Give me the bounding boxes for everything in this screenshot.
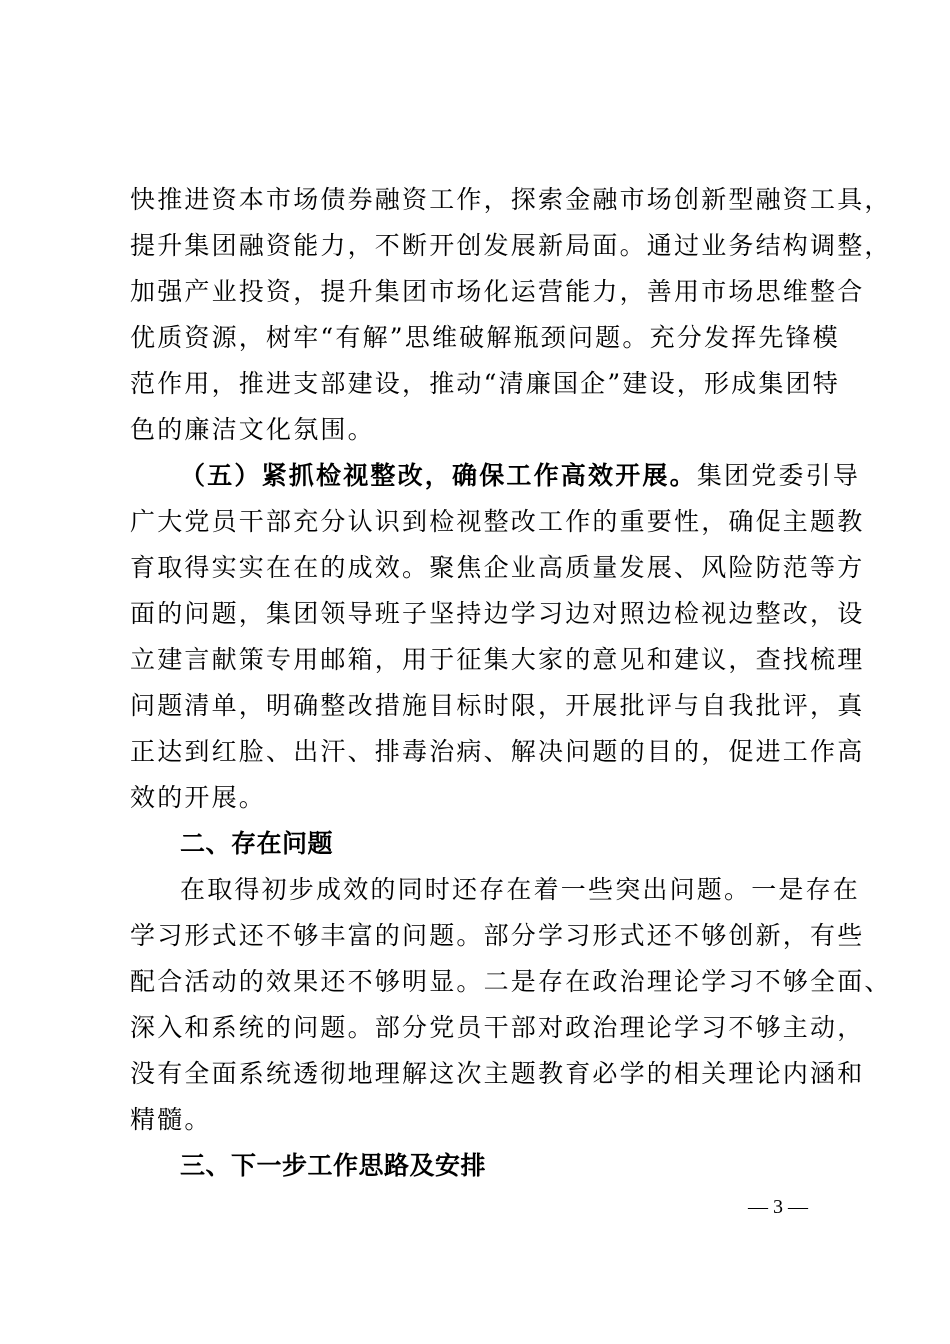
paragraph-1-line-2: 提升集团融资能力，不断开创发展新局面。通过业务结构调整， bbox=[130, 231, 892, 260]
paragraph-2-line-3: 育取得实实在在的成效。聚焦企业高质量发展、风险防范等方 bbox=[130, 553, 865, 582]
paragraph-1-line-6: 色的廉洁文化氛围。 bbox=[130, 415, 375, 444]
paragraph-2-line-1 bbox=[180, 456, 861, 496]
paragraph-2-line-8: 效的开展。 bbox=[130, 783, 267, 812]
paragraph-2-first-line-rest: 集团党委引导 bbox=[696, 461, 861, 490]
paragraph-3-line-1: 在取得初步成效的同时还存在着一些突出问题。一是存在 bbox=[180, 875, 861, 904]
paragraph-2-line-2: 广大党员干部充分认识到检视整改工作的重要性，确促主题教 bbox=[130, 507, 865, 536]
paragraph-1-line-4: 优质资源，树牢“有解”思维破解瓶颈问题。充分发挥先锋模 bbox=[130, 323, 840, 352]
paragraph-2-line-5: 立建言献策专用邮箱，用于征集大家的意见和建议，查找梳理 bbox=[130, 645, 865, 674]
paragraph-2-lead: （五）紧抓检视整改，确保工作高效开展。 bbox=[180, 461, 697, 490]
paragraph-2-line-7: 正达到红脸、出汗、排毒治病、解决问题的目的，促进工作高 bbox=[130, 737, 865, 766]
paragraph-3-line-3: 配合活动的效果还不够明显。二是存在政治理论学习不够全面、 bbox=[130, 967, 892, 996]
paragraph-1-line-1: 快推进资本市场债券融资工作，探索金融市场创新型融资工具， bbox=[130, 185, 892, 214]
section-heading-next-steps: 三、下一步工作思路及安排 bbox=[180, 1151, 487, 1180]
paragraph-3-line-5: 没有全面系统透彻地理解这次主题教育必学的相关理论内涵和 bbox=[130, 1059, 865, 1088]
paragraph-2-line-6: 问题清单，明确整改措施目标时限，开展批评与自我批评，真 bbox=[130, 691, 865, 720]
paragraph-1-line-3: 加强产业投资，提升集团市场化运营能力，善用市场思维整合 bbox=[130, 277, 865, 306]
paragraph-3-line-6: 精髓。 bbox=[130, 1105, 212, 1134]
paragraph-2-line-4: 面的问题，集团领导班子坚持边学习边对照边检视边整改，设 bbox=[130, 599, 865, 628]
section-heading-problems: 二、存在问题 bbox=[180, 829, 334, 858]
paragraph-3-line-2: 学习形式还不够丰富的问题。部分学习形式还不够创新，有些 bbox=[130, 921, 865, 950]
page-number: — 3 — bbox=[748, 1196, 808, 1218]
paragraph-3-line-4: 深入和系统的问题。部分党员干部对政治理论学习不够主动， bbox=[130, 1013, 865, 1042]
paragraph-1-line-5: 范作用，推进支部建设，推动“清廉国企”建设，形成集团特 bbox=[130, 369, 840, 398]
